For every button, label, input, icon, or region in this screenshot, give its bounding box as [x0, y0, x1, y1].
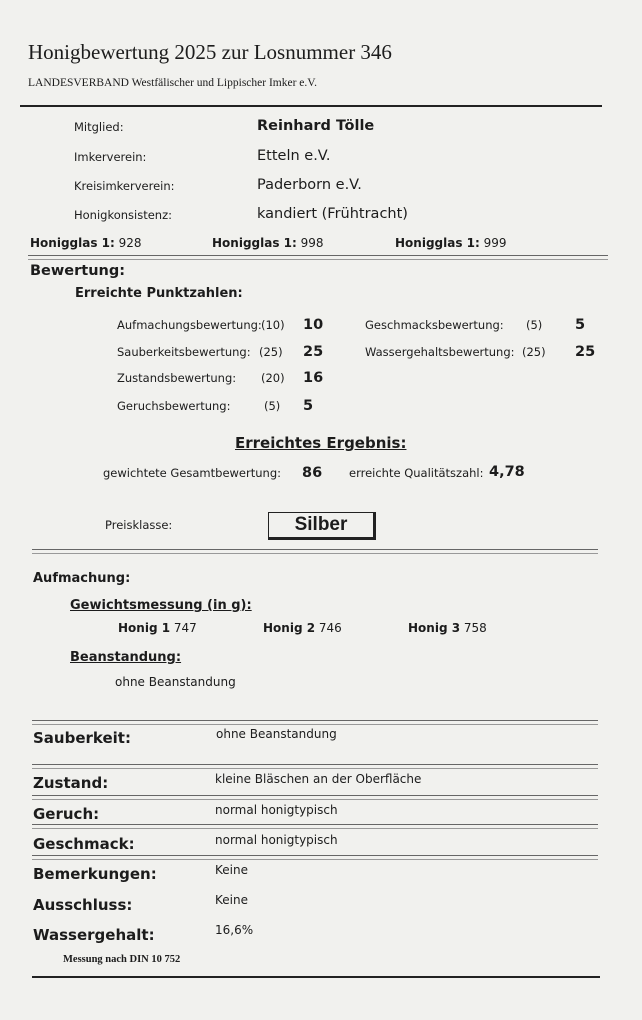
smell-score-max: (5): [264, 399, 281, 413]
remarks-value: Keine: [215, 863, 248, 877]
taste-score-label: Geschmacksbewertung:: [365, 318, 504, 332]
water-score-label: Wassergehaltsbewertung:: [365, 345, 515, 359]
jar-2: [212, 236, 324, 250]
appearance-score-max: (10): [261, 318, 285, 332]
cleanliness-label: Sauberkeit:: [33, 729, 131, 747]
condition-label: Zustand:: [33, 774, 109, 792]
condition-score-max: (20): [261, 371, 285, 385]
member-label: Mitglied:: [74, 120, 124, 134]
section-divider: [32, 795, 598, 800]
smell-score: 5: [303, 398, 314, 414]
section-divider: [32, 764, 598, 769]
remarks-label: Bemerkungen:: [33, 865, 157, 883]
weight-3: [408, 621, 487, 635]
document-title: Honigbewertung 2025 zur Losnummer 346: [28, 40, 392, 64]
rating-heading: Bewertung:: [30, 263, 126, 279]
result-heading: Erreichtes Ergebnis:: [235, 434, 407, 452]
weight-heading: Gewichtsmessung (in g):: [70, 598, 252, 613]
taste-value: normal honigtypisch: [215, 833, 338, 847]
weight-2: [263, 621, 342, 635]
condition-score-label: Zustandsbewertung:: [117, 371, 237, 385]
member-value: Reinhard Tölle: [257, 118, 375, 134]
district-club-label: Kreisimkerverein:: [74, 179, 175, 193]
weight-2-value: 746: [318, 621, 342, 635]
exclusion-value: Keine: [215, 893, 248, 907]
exclusion-label: Ausschluss:: [33, 896, 133, 914]
cleanliness-score-max: (25): [259, 345, 283, 359]
smell-score-label: Geruchsbewertung:: [117, 399, 231, 413]
condition-value: kleine Bläschen an der Oberfläche: [215, 772, 422, 786]
result-divider: [32, 549, 598, 554]
water-score: 25: [575, 344, 596, 360]
consistency-label: Honigkonsistenz:: [74, 208, 173, 222]
quality-label: erreichte Qualitätszahl:: [349, 466, 484, 480]
appearance-score: 10: [303, 317, 324, 333]
water-score-max: (25): [522, 345, 546, 359]
document-subtitle: LANDESVERBAND Westfälischer und Lippischer Imker e.V.: [28, 77, 317, 89]
weight-1-label: Honig 1: [118, 621, 171, 635]
section-divider: [32, 720, 598, 725]
cleanliness-score-label: Sauberkeitsbewertung:: [117, 345, 251, 359]
jar-1-value: 928: [118, 236, 142, 250]
rating-subheading: Erreichte Punktzahlen:: [75, 286, 243, 301]
header-rule: [20, 105, 602, 107]
total-score-label: gewichtete Gesamtbewertung:: [103, 466, 281, 480]
appearance-score-label: Aufmachungsbewertung:: [117, 318, 262, 332]
price-class-badge: Silber: [268, 512, 376, 540]
section-divider: [32, 855, 598, 860]
smell-value: normal honigtypisch: [215, 803, 338, 817]
jar-3-value: 999: [483, 236, 507, 250]
cleanliness-value: ohne Beanstandung: [216, 727, 337, 741]
jar-2-value: 998: [300, 236, 324, 250]
total-score-value: 86: [302, 465, 323, 481]
district-club-value: Paderborn e.V.: [257, 177, 362, 193]
cleanliness-score: 25: [303, 344, 324, 360]
jar-1-label: Honigglas 1:: [30, 236, 115, 250]
footer-rule: [32, 976, 600, 978]
weight-3-value: 758: [463, 621, 487, 635]
taste-label: Geschmack:: [33, 835, 135, 853]
club-value: Etteln e.V.: [257, 148, 331, 164]
jar-1: [30, 236, 142, 250]
club-label: Imkerverein:: [74, 150, 147, 164]
jar-2-label: Honigglas 1:: [212, 236, 297, 250]
member-divider: [28, 255, 608, 260]
complaint-value: ohne Beanstandung: [115, 675, 236, 689]
jar-3: [395, 236, 507, 250]
appearance-heading: Aufmachung:: [33, 571, 131, 586]
condition-score: 16: [303, 370, 324, 386]
weight-2-label: Honig 2: [263, 621, 316, 635]
smell-label: Geruch:: [33, 805, 100, 823]
section-divider: [32, 824, 598, 829]
jar-3-label: Honigglas 1:: [395, 236, 480, 250]
price-class-label: Preisklasse:: [105, 518, 173, 532]
weight-3-label: Honig 3: [408, 621, 461, 635]
complaint-heading: Beanstandung:: [70, 650, 182, 665]
measurement-note: Messung nach DIN 10 752: [63, 954, 181, 965]
taste-score-max: (5): [526, 318, 543, 332]
quality-value: 4,78: [489, 464, 525, 480]
weight-1-value: 747: [173, 621, 197, 635]
weight-1: [118, 621, 197, 635]
water-content-value: 16,6%: [215, 923, 254, 937]
water-content-label: Wassergehalt:: [33, 926, 155, 944]
consistency-value: kandiert (Frühtracht): [257, 206, 408, 222]
taste-score: 5: [575, 317, 586, 333]
